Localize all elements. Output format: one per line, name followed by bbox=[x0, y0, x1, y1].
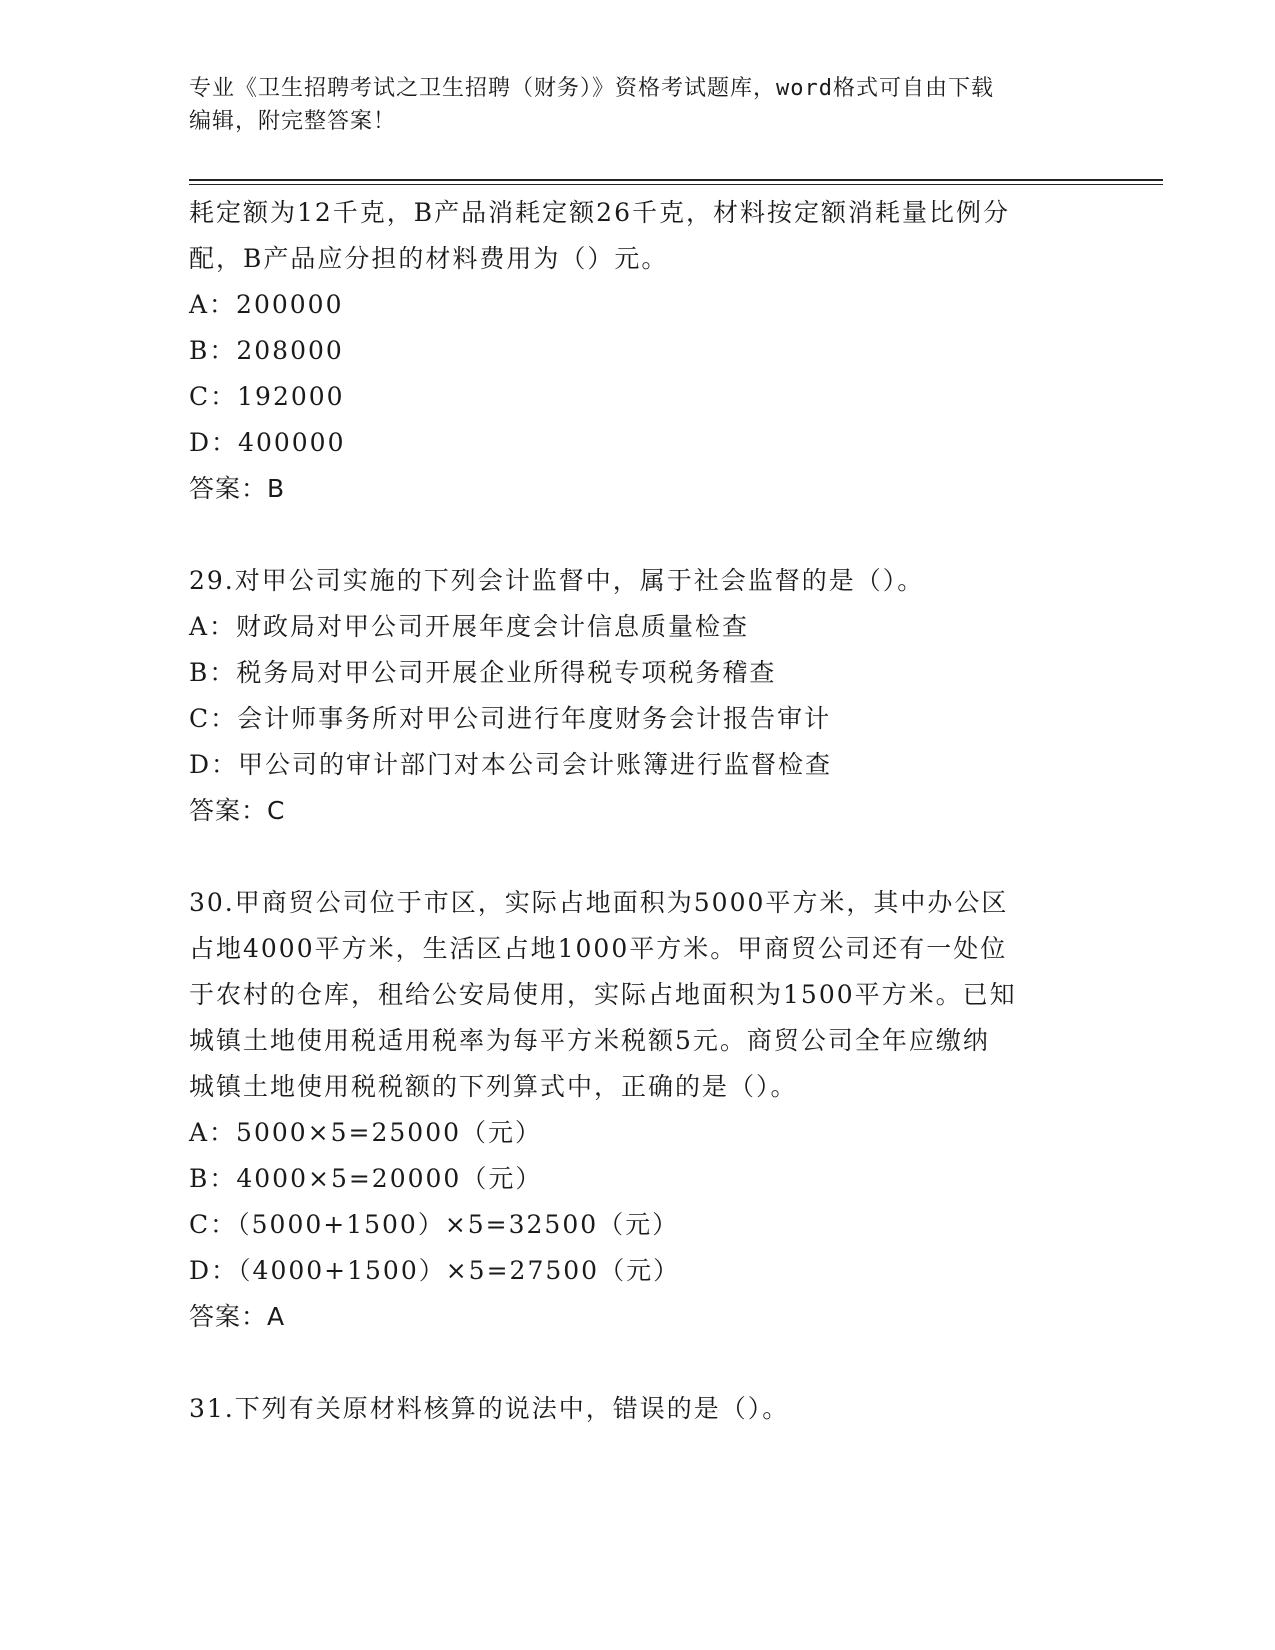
question-28 bbox=[189, 190, 1089, 512]
header-rule-thick bbox=[189, 179, 1163, 181]
question-text: 配，B产品应分担的材料费用为（）元。 bbox=[189, 244, 669, 273]
option-a: A：5000×5=25000（元） bbox=[189, 1118, 543, 1147]
option-c: C：（5000+1500）×5=32500（元） bbox=[189, 1210, 680, 1239]
answer: 答案：C bbox=[189, 796, 286, 825]
spacer bbox=[189, 512, 1089, 558]
header-rule-thin bbox=[189, 184, 1163, 185]
option-d: D：甲公司的审计部门对本公司会计账簿进行监督检查 bbox=[189, 750, 833, 779]
question-text: 耗定额为12千克，B产品消耗定额26千克，材料按定额消耗量比例分 bbox=[189, 198, 1010, 227]
question-text: 30.甲商贸公司位于市区，实际占地面积为5000平方米，其中办公区 bbox=[189, 888, 1009, 917]
answer: 答案：B bbox=[189, 474, 286, 503]
option-c: C：192000 bbox=[189, 382, 345, 411]
option-c: C：会计师事务所对甲公司进行年度财务会计报告审计 bbox=[189, 704, 832, 733]
question-text: 城镇土地使用税税额的下列算式中，正确的是（）。 bbox=[189, 1072, 798, 1101]
question-list bbox=[189, 190, 1089, 1432]
header-line-2: 编辑，附完整答案！ bbox=[189, 109, 397, 134]
header-line-1: 专业《卫生招聘考试之卫生招聘（财务）》资格考试题库，word格式可自由下载 bbox=[189, 76, 994, 101]
question-text: 城镇土地使用税适用税率为每平方米税额5元。商贸公司全年应缴纳 bbox=[189, 1026, 990, 1055]
question-29 bbox=[189, 558, 1089, 834]
answer: 答案：A bbox=[189, 1302, 286, 1331]
option-b: B：208000 bbox=[189, 336, 344, 365]
document-header bbox=[189, 72, 1089, 138]
option-b: B：税务局对甲公司开展企业所得税专项税务稽查 bbox=[189, 658, 777, 687]
option-d: D：400000 bbox=[189, 428, 346, 457]
question-31 bbox=[189, 1386, 1089, 1432]
option-d: D：（4000+1500）×5=27500（元） bbox=[189, 1256, 681, 1285]
question-text: 占地4000平方米，生活区占地1000平方米。甲商贸公司还有一处位 bbox=[189, 934, 1008, 963]
question-text: 于农村的仓库，租给公安局使用，实际占地面积为1500平方米。已知 bbox=[189, 980, 1017, 1009]
question-text: 29.对甲公司实施的下列会计监督中，属于社会监督的是（）。 bbox=[189, 566, 925, 595]
spacer bbox=[189, 1340, 1089, 1386]
option-a: A：200000 bbox=[189, 290, 344, 319]
question-30 bbox=[189, 880, 1089, 1340]
option-b: B：4000×5=20000（元） bbox=[189, 1164, 543, 1193]
spacer bbox=[189, 834, 1089, 880]
option-a: A：财政局对甲公司开展年度会计信息质量检查 bbox=[189, 612, 750, 641]
question-text: 31.下列有关原材料核算的说法中，错误的是（）。 bbox=[189, 1394, 790, 1423]
